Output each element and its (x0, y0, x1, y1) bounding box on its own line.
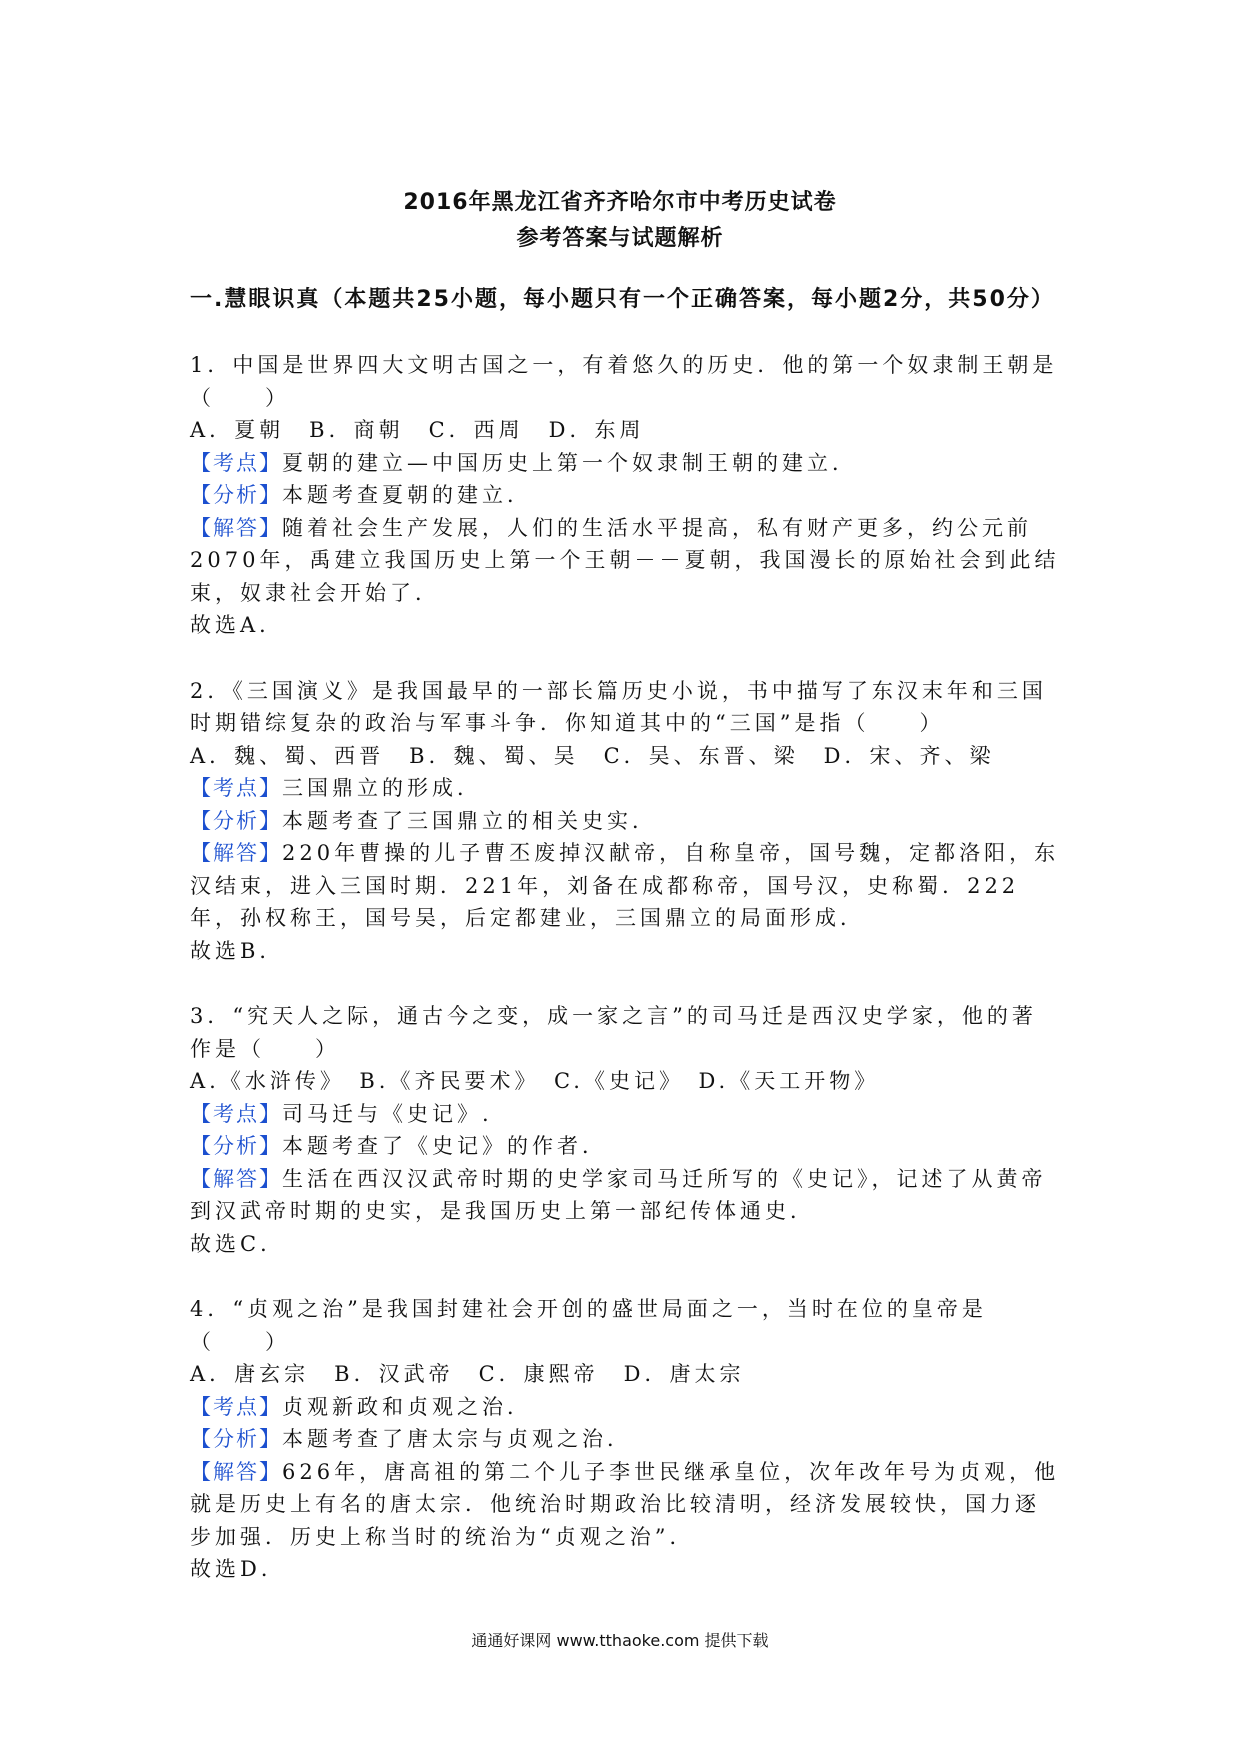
jieda-row (190, 837, 1060, 935)
question-options: A．夏朝 B．商朝 C．西周 D．东周 (190, 418, 645, 442)
download-footer: 通通好课网 www.tthaoke.com 提供下载 (471, 1631, 769, 1650)
question-3 (190, 1000, 1060, 1260)
jieda-text: 生活在西汉汉武帝时期的史学家司马迁所写的《史记》，记述了从黄帝到汉武帝时期的史实，是我国历史上第一部纪传体通史． (190, 1166, 1047, 1223)
fenxi-text: 本题考查了三国鼎立的相关史实． (282, 808, 657, 833)
kaodian-row (190, 1391, 1060, 1424)
section-heading: 一.慧眼识真（本题共25小题，每小题只有一个正确答案，每小题2分，共50分） (190, 287, 1055, 312)
question-stem: 3．“究天人之际，通古今之变，成一家之言”的司马迁是西汉史学家，他的著作是（ ） (190, 1004, 1037, 1061)
fenxi-row (190, 479, 1060, 512)
question-stem: 2．《三国演义》是我国最早的一部长篇历史小说，书中描写了东汉末年和三国时期错综复杂的政治与军事斗争．你知道其中的“三国”是指（ ） (190, 678, 1047, 735)
question-options: A．魏、蜀、西晋 B．魏、蜀、吴 C．吴、东晋、梁 D．宋、齐、梁 (190, 743, 995, 768)
fenxi-label: 【分析】 (190, 1427, 282, 1451)
jieda-text: 626年，唐高祖的第二个儿子李世民继承皇位，次年改年号为贞观，他就是历史上有名的唐太宗．他统治时期政治比较清明，经济发展较快，国力逐步加强．历史上称当时的统治为“贞观之治”． (190, 1459, 1060, 1549)
jieda-row (190, 1456, 1060, 1554)
fenxi-label: 【分析】 (190, 1134, 282, 1158)
answer-line: 故选C． (190, 1231, 286, 1256)
questions-body (190, 349, 1060, 1586)
question-options: A．唐玄宗 B．汉武帝 C．康熙帝 D．唐太宗 (190, 1362, 745, 1386)
fenxi-row (190, 1130, 1060, 1163)
jieda-label: 【解答】 (190, 841, 282, 865)
kaodian-label: 【考点】 (190, 776, 282, 800)
fenxi-label: 【分析】 (190, 483, 282, 507)
question-options: A.《水浒传》 B.《齐民要术》 C.《史记》 D.《天工开物》 (190, 1069, 880, 1093)
question-1 (190, 349, 1060, 642)
kaodian-label: 【考点】 (190, 450, 282, 475)
jieda-label: 【解答】 (190, 1459, 282, 1484)
kaodian-text: 三国鼎立的形成． (282, 776, 482, 800)
question-2 (190, 675, 1060, 968)
kaodian-label: 【考点】 (190, 1394, 282, 1419)
answer-line: 故选A． (190, 613, 285, 637)
jieda-text: 随着社会生产发展，人们的生活水平提高，私有财产更多，约公元前2070年，禹建立我国历史上第一个王朝－－夏朝，我国漫长的原始社会到此结束，奴隶社会开始了． (190, 515, 1060, 605)
kaodian-row (190, 1098, 1060, 1131)
question-stem: 1．中国是世界四大文明古国之一，有着悠久的历史．他的第一个奴隶制王朝是（ ） (190, 353, 1058, 410)
answer-line: 故选D． (190, 1557, 286, 1581)
fenxi-text: 本题考查了唐太宗与贞观之治． (282, 1427, 632, 1451)
document-title: 2016年黑龙江省齐齐哈尔市中考历史试卷 (403, 190, 837, 215)
kaodian-text: 司马迁与《史记》. (282, 1101, 493, 1126)
fenxi-text: 本题考查夏朝的建立． (282, 483, 532, 507)
kaodian-row (190, 772, 1060, 805)
question-stem: 4．“贞观之治”是我国封建社会开创的盛世局面之一，当时在位的皇帝是（ ） (190, 1297, 987, 1354)
document-subtitle: 参考答案与试题解析 (516, 226, 724, 251)
jieda-row (190, 1163, 1060, 1228)
question-4 (190, 1293, 1060, 1586)
jieda-row (190, 512, 1060, 610)
answer-line: 故选B． (190, 938, 285, 963)
spacer (190, 642, 1060, 675)
jieda-label: 【解答】 (190, 1166, 282, 1191)
jieda-text: 220年曹操的儿子曹丕废掉汉献帝，自称皇帝，国号魏，定都洛阳，东汉结束，进入三国时期．221年，刘备在成都称帝，国号汉，史称蜀．222年，孙权称王，国号吴，后定都建业，三国鼎立的局面形成． (190, 841, 1060, 930)
spacer (190, 1260, 1060, 1293)
fenxi-row (190, 1423, 1060, 1456)
kaodian-label: 【考点】 (190, 1101, 282, 1126)
kaodian-row (190, 447, 1060, 480)
fenxi-label: 【分析】 (190, 808, 282, 833)
fenxi-row (190, 805, 1060, 838)
spacer (190, 967, 1060, 1000)
fenxi-text: 本题考查了《史记》的作者． (282, 1134, 607, 1158)
kaodian-text: 贞观新政和贞观之治． (282, 1394, 532, 1419)
jieda-label: 【解答】 (190, 515, 282, 540)
kaodian-text: 夏朝的建立—中国历史上第一个奴隶制王朝的建立． (282, 450, 857, 475)
